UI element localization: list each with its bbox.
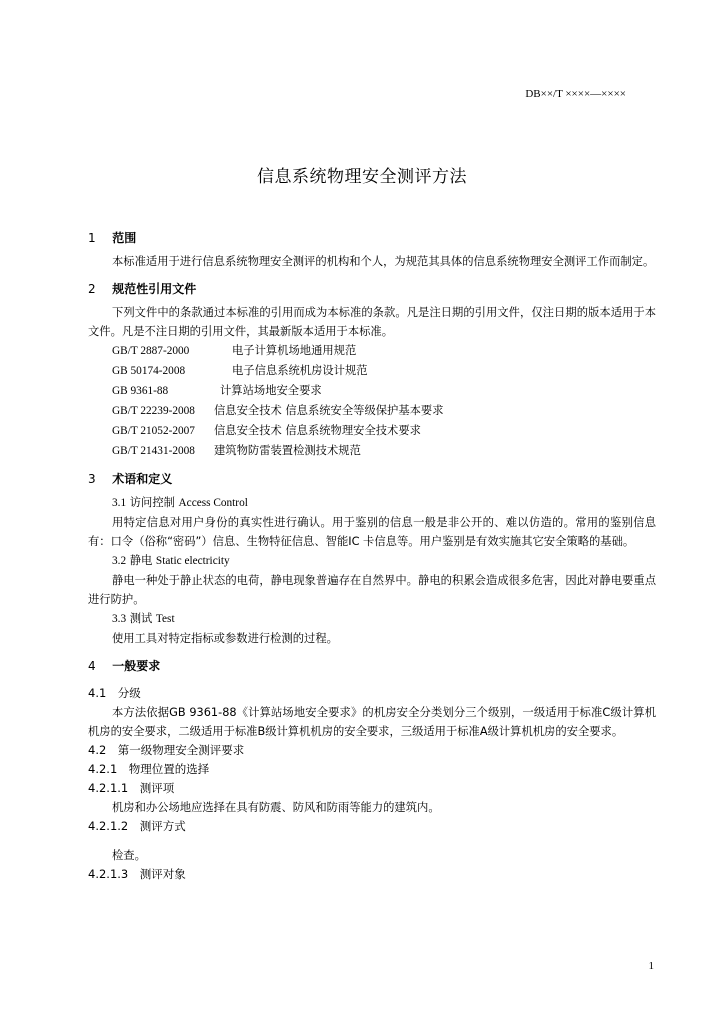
test-item-paragraph: 机房和办公场地应选择在具有防震、防风和防雨等能力的建筑内。 [112,801,440,814]
reference-item: GB/T 21431-2008 建筑物防雷装置检测技术规范 [112,444,361,457]
subsection-heading: 4.2.1.1 测评项 [88,781,175,795]
section-heading-2 [88,279,656,299]
subsection-heading: 4.2.1 物理位置的选择 [88,762,210,776]
reference-item: GB 50174-2008 电子信息系统机房设计规范 [112,364,368,377]
section-title: 术语和定义 [112,472,173,486]
term-heading: 3.2 静电 Static electricity [112,554,230,567]
reference-item: GB 9361-88 计算站场地安全要求 [112,384,322,397]
document-title: 信息系统物理安全测评方法 [257,167,467,187]
section-number: 4 [88,659,96,673]
scope-paragraph: 本标准适用于进行信息系统物理安全测评的机构和个人，为规范其具体的信息系统物理安全测评工作而制定。 [112,255,655,268]
term-heading: 3.1 访问控制 Access Control [112,496,248,509]
section-heading-1 [88,228,656,248]
section-title: 规范性引用文件 [112,282,197,296]
subsection-heading: 4.2.1.3 测评对象 [88,867,186,881]
section-heading-4 [88,656,656,676]
document-body [88,226,656,884]
test-method-paragraph: 检查。 [112,849,146,862]
section-title: 一般要求 [112,659,161,673]
standard-code: DB××/T ××××—×××× [525,88,626,100]
term-definition: 静电一种处于静止状态的电荷，静电现象普遍存在自然界中。静电的积累会造成很多危害，因此对静电要重点进行防护。 [88,574,656,606]
reference-item: GB/T 21052-2007 信息安全技术 信息系统物理安全技术要求 [112,424,421,437]
section-number: 2 [88,282,96,296]
classification-paragraph: 本方法依据GB 9361-88《计算站场地安全要求》的机房安全分类划分三个级别，一级适用于标准C级计算机机房的安全要求，二级适用于标准B级计算机机房的安全要求，三级适用于标准A级计算机机房的安全要求。 [88,706,656,738]
subsection-heading: 4.2.1.2 测评方式 [88,819,186,833]
section-number: 1 [88,231,96,245]
term-definition: 用特定信息对用户身份的真实性进行确认。用于鉴别的信息一般是非公开的、难以仿造的。常用的鉴别信息有：口令（俗称“密码”）信息、生物特征信息、智能IC 卡信息等。用户鉴别是有效实施其它安全策略的基础。 [88,516,656,548]
section-number: 3 [88,472,96,486]
term-heading: 3.3 测试 Test [112,612,175,625]
references-paragraph: 下列文件中的条款通过本标准的引用而成为本标准的条款。凡是注日期的引用文件，仅注日期的版本适用于本文件。凡是不注日期的引用文件，其最新版本适用于本标准。 [88,306,656,338]
subsection-heading: 4.1 分级 [88,686,141,700]
subsection-heading: 4.2 第一级物理安全测评要求 [88,743,245,757]
reference-item: GB/T 22239-2008 信息安全技术 信息系统安全等级保护基本要求 [112,404,444,417]
page-number: 1 [648,960,654,972]
section-title: 范围 [112,231,137,245]
reference-item: GB/T 2887-2000 电子计算机场地通用规范 [112,344,357,357]
term-definition: 使用工具对特定指标或参数进行检测的过程。 [112,632,338,645]
section-heading-3 [88,469,656,489]
